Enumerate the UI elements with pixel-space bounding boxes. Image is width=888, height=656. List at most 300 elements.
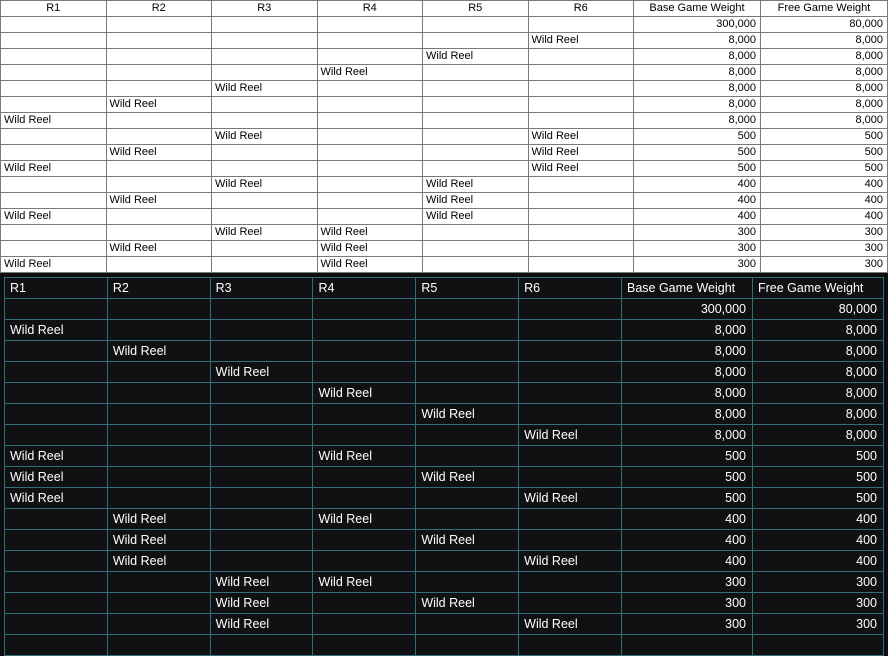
- empty-reel-cell: [5, 635, 108, 656]
- base-game-weight-value: 8,000: [634, 97, 761, 113]
- table-row: [1, 257, 888, 273]
- empty-reel-cell: [1, 17, 107, 33]
- empty-reel-cell: [106, 65, 212, 81]
- empty-reel-cell: [212, 241, 318, 257]
- empty-reel-cell: [210, 551, 313, 572]
- base-game-weight-value: 8,000: [622, 404, 753, 425]
- wild-reel-cell: Wild Reel: [423, 193, 529, 209]
- column-header-r5: R5: [423, 1, 529, 17]
- free-game-weight-value: 8,000: [761, 33, 888, 49]
- table-row: [1, 65, 888, 81]
- empty-reel-cell: [423, 97, 529, 113]
- wild-reel-cell: Wild Reel: [519, 425, 622, 446]
- free-game-weight-value: 300: [761, 225, 888, 241]
- table-row: [1, 97, 888, 113]
- table-row: [5, 593, 884, 614]
- empty-reel-cell: [313, 467, 416, 488]
- empty-reel-cell: [317, 129, 423, 145]
- free-game-weight-value: 300: [753, 593, 884, 614]
- empty-reel-cell: [212, 65, 318, 81]
- base-game-weight-value: 8,000: [622, 383, 753, 404]
- free-game-weight-value: 8,000: [761, 97, 888, 113]
- base-game-weight-value: 400: [622, 530, 753, 551]
- empty-reel-cell: [107, 488, 210, 509]
- base-game-weight-value: 500: [622, 446, 753, 467]
- base-game-weight-value: 8,000: [622, 320, 753, 341]
- column-header-r4: R4: [317, 1, 423, 17]
- empty-reel-cell: [210, 320, 313, 341]
- empty-reel-cell: [317, 145, 423, 161]
- table-row: [5, 404, 884, 425]
- wild-reel-cell: Wild Reel: [519, 551, 622, 572]
- empty-reel-cell: [528, 193, 634, 209]
- empty-reel-cell: [519, 593, 622, 614]
- empty-reel-cell: [106, 257, 212, 273]
- empty-reel-cell: [423, 113, 529, 129]
- empty-reel-cell: [210, 635, 313, 656]
- empty-reel-cell: [5, 614, 108, 635]
- base-game-weight-value: 300: [634, 225, 761, 241]
- table-row: [5, 299, 884, 320]
- empty-reel-cell: [519, 572, 622, 593]
- base-game-weight-value: 400: [634, 193, 761, 209]
- empty-reel-cell: [106, 113, 212, 129]
- empty-reel-cell: [106, 161, 212, 177]
- column-header-r3: R3: [212, 1, 318, 17]
- empty-reel-cell: [528, 97, 634, 113]
- table-row: [1, 17, 888, 33]
- empty-reel-cell: [1, 193, 107, 209]
- empty-reel-cell: [317, 113, 423, 129]
- empty-reel-cell: [1, 145, 107, 161]
- empty-reel-cell: [5, 572, 108, 593]
- wild-reel-cell: Wild Reel: [317, 65, 423, 81]
- empty-reel-cell: [212, 113, 318, 129]
- free-game-weight-value: 8,000: [753, 362, 884, 383]
- empty-reel-cell: [423, 241, 529, 257]
- table-row: [5, 572, 884, 593]
- empty-reel-cell: [210, 299, 313, 320]
- empty-reel-cell: [416, 635, 519, 656]
- header-row: [5, 278, 884, 299]
- empty-reel-cell: [416, 614, 519, 635]
- free-game-weight-value: 400: [753, 509, 884, 530]
- wild-reel-cell: Wild Reel: [107, 551, 210, 572]
- empty-reel-cell: [313, 341, 416, 362]
- empty-reel-cell: [210, 383, 313, 404]
- empty-reel-cell: [210, 341, 313, 362]
- empty-reel-cell: [423, 145, 529, 161]
- wild-reel-cell: Wild Reel: [313, 509, 416, 530]
- empty-reel-cell: [317, 161, 423, 177]
- free-game-weight-value: 8,000: [753, 404, 884, 425]
- table-row: [1, 81, 888, 97]
- empty-reel-cell: [317, 209, 423, 225]
- empty-reel-cell: [107, 572, 210, 593]
- empty-reel-cell: [519, 635, 622, 656]
- base-game-weight-value: 8,000: [634, 49, 761, 65]
- empty-reel-cell: [106, 17, 212, 33]
- base-game-weight-value: 300: [634, 241, 761, 257]
- empty-reel-cell: [212, 145, 318, 161]
- empty-reel-cell: [528, 65, 634, 81]
- free-game-weight-value: 500: [761, 161, 888, 177]
- column-header-r3: R3: [210, 278, 313, 299]
- base-game-weight-value: 300: [622, 572, 753, 593]
- free-game-weight-value: 8,000: [761, 113, 888, 129]
- empty-reel-cell: [313, 299, 416, 320]
- column-header-r2: R2: [106, 1, 212, 17]
- empty-reel-cell: [210, 530, 313, 551]
- wild-reel-cell: Wild Reel: [416, 467, 519, 488]
- table-body: [1, 17, 888, 273]
- empty-reel-cell: [107, 635, 210, 656]
- base-game-weight-value: 400: [634, 209, 761, 225]
- wild-reel-cell: Wild Reel: [5, 320, 108, 341]
- empty-reel-cell: [416, 320, 519, 341]
- table-row: [5, 509, 884, 530]
- free-game-weight-value: 500: [753, 467, 884, 488]
- wild-reel-cell: Wild Reel: [1, 209, 107, 225]
- base-game-weight-value: 8,000: [622, 425, 753, 446]
- empty-reel-cell: [106, 225, 212, 241]
- free-game-weight-value: 400: [753, 551, 884, 572]
- column-header-free-game-weight: Free Game Weight: [753, 278, 884, 299]
- empty-reel-cell: [416, 362, 519, 383]
- free-game-weight-value: 400: [761, 193, 888, 209]
- wild-reel-cell: Wild Reel: [107, 530, 210, 551]
- table-row: [1, 161, 888, 177]
- dark-table-container: [0, 273, 888, 656]
- base-game-weight-value: 500: [622, 488, 753, 509]
- empty-reel-cell: [107, 425, 210, 446]
- column-header-r1: R1: [1, 1, 107, 17]
- empty-reel-cell: [528, 49, 634, 65]
- wild-reel-cell: Wild Reel: [210, 593, 313, 614]
- table-row: [5, 383, 884, 404]
- empty-reel-cell: [528, 209, 634, 225]
- wild-reel-cell: Wild Reel: [519, 614, 622, 635]
- empty-reel-cell: [528, 257, 634, 273]
- empty-reel-cell: [423, 17, 529, 33]
- empty-reel-cell: [423, 129, 529, 145]
- free-game-weight-value: 8,000: [753, 341, 884, 362]
- wild-reel-cell: Wild Reel: [210, 362, 313, 383]
- table-row: [1, 241, 888, 257]
- empty-reel-cell: [313, 320, 416, 341]
- wild-reel-cell: Wild Reel: [423, 49, 529, 65]
- table-row: [1, 113, 888, 129]
- empty-reel-cell: [107, 362, 210, 383]
- table-row: [5, 446, 884, 467]
- empty-reel-cell: [519, 362, 622, 383]
- base-game-weight-value: 300,000: [622, 299, 753, 320]
- empty-reel-cell: [5, 299, 108, 320]
- empty-reel-cell: [5, 593, 108, 614]
- empty-reel-cell: [212, 257, 318, 273]
- empty-reel-cell: [313, 425, 416, 446]
- wild-reel-cell: Wild Reel: [106, 193, 212, 209]
- base-game-weight-value: 300: [634, 257, 761, 273]
- empty-reel-cell: [528, 81, 634, 97]
- wild-reel-cell: Wild Reel: [313, 446, 416, 467]
- base-game-weight-value: 500: [634, 145, 761, 161]
- wild-reel-cell: Wild Reel: [528, 129, 634, 145]
- wild-reel-cell: Wild Reel: [528, 145, 634, 161]
- column-header-r2: R2: [107, 278, 210, 299]
- empty-reel-cell: [5, 509, 108, 530]
- free-game-weight-value: 500: [753, 488, 884, 509]
- table-row: [5, 530, 884, 551]
- empty-reel-cell: [317, 193, 423, 209]
- wild-reel-cell: Wild Reel: [528, 161, 634, 177]
- wild-reel-cell: Wild Reel: [212, 81, 318, 97]
- empty-reel-cell: [313, 488, 416, 509]
- table-row: [1, 177, 888, 193]
- empty-reel-cell: [416, 425, 519, 446]
- free-game-weight-value: 300: [761, 257, 888, 273]
- empty-reel-cell: [5, 341, 108, 362]
- empty-reel-cell: [1, 81, 107, 97]
- free-game-weight-value: 500: [761, 145, 888, 161]
- empty-reel-cell: [423, 161, 529, 177]
- base-game-weight-value: 500: [622, 467, 753, 488]
- free-game-weight-value: 300: [761, 241, 888, 257]
- empty-reel-cell: [5, 425, 108, 446]
- wild-reel-cell: Wild Reel: [212, 177, 318, 193]
- empty-reel-cell: [210, 488, 313, 509]
- column-header-base-game-weight: Base Game Weight: [622, 278, 753, 299]
- empty-reel-cell: [423, 65, 529, 81]
- empty-reel-cell: [1, 129, 107, 145]
- empty-reel-cell: [5, 530, 108, 551]
- empty-reel-cell: [423, 225, 529, 241]
- table-row: [1, 209, 888, 225]
- empty-reel-cell: [519, 383, 622, 404]
- empty-reel-cell: [1, 241, 107, 257]
- empty-reel-cell: [106, 49, 212, 65]
- table-row: [5, 341, 884, 362]
- empty-reel-cell: [528, 113, 634, 129]
- free-game-weight-value: 400: [761, 177, 888, 193]
- wild-reel-cell: Wild Reel: [210, 614, 313, 635]
- empty-reel-cell: [416, 572, 519, 593]
- table-row: [5, 320, 884, 341]
- empty-reel-cell: [212, 161, 318, 177]
- wild-reel-cell: Wild Reel: [416, 404, 519, 425]
- table-row: [1, 129, 888, 145]
- base-game-weight-value: 400: [622, 509, 753, 530]
- table-row: [5, 467, 884, 488]
- empty-reel-cell: [107, 383, 210, 404]
- empty-reel-cell: [423, 81, 529, 97]
- empty-reel-cell: [106, 33, 212, 49]
- table-row: [5, 425, 884, 446]
- wild-reel-cell: Wild Reel: [313, 572, 416, 593]
- table-row: [1, 145, 888, 161]
- free-game-weight-value: [753, 635, 884, 656]
- wild-reel-cell: Wild Reel: [423, 177, 529, 193]
- empty-reel-cell: [1, 225, 107, 241]
- table-row: [1, 193, 888, 209]
- empty-reel-cell: [317, 97, 423, 113]
- empty-reel-cell: [212, 17, 318, 33]
- empty-reel-cell: [106, 177, 212, 193]
- wild-reel-cell: Wild Reel: [212, 129, 318, 145]
- empty-reel-cell: [1, 33, 107, 49]
- table-row: [5, 551, 884, 572]
- empty-reel-cell: [416, 299, 519, 320]
- base-game-weight-value: 8,000: [622, 341, 753, 362]
- column-header-r6: R6: [519, 278, 622, 299]
- empty-reel-cell: [313, 635, 416, 656]
- free-game-weight-value: 300: [753, 614, 884, 635]
- empty-reel-cell: [210, 446, 313, 467]
- column-header-free-game-weight: Free Game Weight: [761, 1, 888, 17]
- free-game-weight-value: 400: [753, 530, 884, 551]
- wild-reel-cell: Wild Reel: [106, 241, 212, 257]
- header-row: [1, 1, 888, 17]
- free-game-weight-value: 80,000: [753, 299, 884, 320]
- base-game-weight-value: 500: [634, 129, 761, 145]
- empty-reel-cell: [519, 404, 622, 425]
- empty-reel-cell: [528, 225, 634, 241]
- wild-reel-cell: Wild Reel: [1, 113, 107, 129]
- wild-reel-cell: Wild Reel: [5, 446, 108, 467]
- light-table-container: [0, 0, 888, 273]
- wild-reel-cell: Wild Reel: [313, 383, 416, 404]
- empty-reel-cell: [519, 446, 622, 467]
- table-row: [5, 488, 884, 509]
- wild-reel-cell: Wild Reel: [1, 257, 107, 273]
- base-game-weight-value: 300: [622, 614, 753, 635]
- base-game-weight-value: 300: [622, 593, 753, 614]
- empty-reel-cell: [416, 341, 519, 362]
- column-header-r6: R6: [528, 1, 634, 17]
- empty-reel-cell: [528, 17, 634, 33]
- wild-reel-cell: Wild Reel: [423, 209, 529, 225]
- empty-reel-cell: [1, 49, 107, 65]
- empty-reel-cell: [416, 551, 519, 572]
- empty-reel-cell: [416, 488, 519, 509]
- empty-reel-cell: [212, 49, 318, 65]
- empty-reel-cell: [313, 593, 416, 614]
- table-row: [1, 49, 888, 65]
- wild-reel-cell: Wild Reel: [212, 225, 318, 241]
- empty-reel-cell: [519, 299, 622, 320]
- free-game-weight-value: 8,000: [753, 320, 884, 341]
- wild-reel-cell: Wild Reel: [317, 225, 423, 241]
- empty-reel-cell: [5, 551, 108, 572]
- empty-reel-cell: [107, 446, 210, 467]
- empty-reel-cell: [106, 81, 212, 97]
- table-row: [5, 635, 884, 656]
- empty-reel-cell: [210, 467, 313, 488]
- wild-reel-cell: Wild Reel: [5, 467, 108, 488]
- wild-reel-cell: Wild Reel: [519, 488, 622, 509]
- base-game-weight-value: [622, 635, 753, 656]
- empty-reel-cell: [106, 129, 212, 145]
- empty-reel-cell: [317, 17, 423, 33]
- empty-reel-cell: [107, 404, 210, 425]
- free-game-weight-value: 8,000: [761, 65, 888, 81]
- free-game-weight-value: 8,000: [753, 425, 884, 446]
- wild-reel-cell: Wild Reel: [528, 33, 634, 49]
- empty-reel-cell: [416, 509, 519, 530]
- wild-reel-cell: Wild Reel: [106, 97, 212, 113]
- empty-reel-cell: [5, 383, 108, 404]
- empty-reel-cell: [1, 97, 107, 113]
- free-game-weight-value: 300: [753, 572, 884, 593]
- table-row: [5, 362, 884, 383]
- base-game-weight-value: 8,000: [634, 113, 761, 129]
- column-header-r5: R5: [416, 278, 519, 299]
- table-header: [5, 278, 884, 299]
- table-row: [1, 33, 888, 49]
- empty-reel-cell: [416, 383, 519, 404]
- table-body: [5, 299, 884, 656]
- empty-reel-cell: [212, 33, 318, 49]
- empty-reel-cell: [317, 177, 423, 193]
- empty-reel-cell: [313, 614, 416, 635]
- empty-reel-cell: [313, 404, 416, 425]
- empty-reel-cell: [317, 33, 423, 49]
- wild-reel-cell: Wild Reel: [416, 593, 519, 614]
- empty-reel-cell: [5, 362, 108, 383]
- empty-reel-cell: [107, 614, 210, 635]
- wild-reel-cell: Wild Reel: [416, 530, 519, 551]
- base-game-weights-table-light: [0, 0, 888, 273]
- column-header-r4: R4: [313, 278, 416, 299]
- table-header: [1, 1, 888, 17]
- wild-reel-cell: Wild Reel: [1, 161, 107, 177]
- empty-reel-cell: [317, 49, 423, 65]
- free-game-weight-value: 500: [761, 129, 888, 145]
- empty-reel-cell: [1, 177, 107, 193]
- base-game-weight-value: 8,000: [634, 81, 761, 97]
- wild-reel-cell: Wild Reel: [107, 341, 210, 362]
- free-game-weight-value: 8,000: [753, 383, 884, 404]
- wild-reel-cell: Wild Reel: [5, 488, 108, 509]
- free-game-weight-value: 8,000: [761, 49, 888, 65]
- empty-reel-cell: [313, 362, 416, 383]
- empty-reel-cell: [519, 320, 622, 341]
- wild-reel-cell: Wild Reel: [317, 257, 423, 273]
- wild-reel-cell: Wild Reel: [210, 572, 313, 593]
- wild-reel-cell: Wild Reel: [107, 509, 210, 530]
- empty-reel-cell: [212, 97, 318, 113]
- empty-reel-cell: [107, 320, 210, 341]
- empty-reel-cell: [5, 404, 108, 425]
- empty-reel-cell: [106, 209, 212, 225]
- free-game-weight-value: 500: [753, 446, 884, 467]
- empty-reel-cell: [317, 81, 423, 97]
- empty-reel-cell: [107, 299, 210, 320]
- empty-reel-cell: [519, 341, 622, 362]
- column-header-base-game-weight: Base Game Weight: [634, 1, 761, 17]
- free-game-weight-value: 400: [761, 209, 888, 225]
- base-game-weight-value: 300,000: [634, 17, 761, 33]
- base-game-weight-value: 400: [622, 551, 753, 572]
- free-game-weight-value: 8,000: [761, 81, 888, 97]
- empty-reel-cell: [313, 551, 416, 572]
- base-game-weights-table-dark: [4, 277, 884, 656]
- table-row: [5, 614, 884, 635]
- empty-reel-cell: [313, 530, 416, 551]
- empty-reel-cell: [212, 193, 318, 209]
- empty-reel-cell: [107, 467, 210, 488]
- empty-reel-cell: [1, 65, 107, 81]
